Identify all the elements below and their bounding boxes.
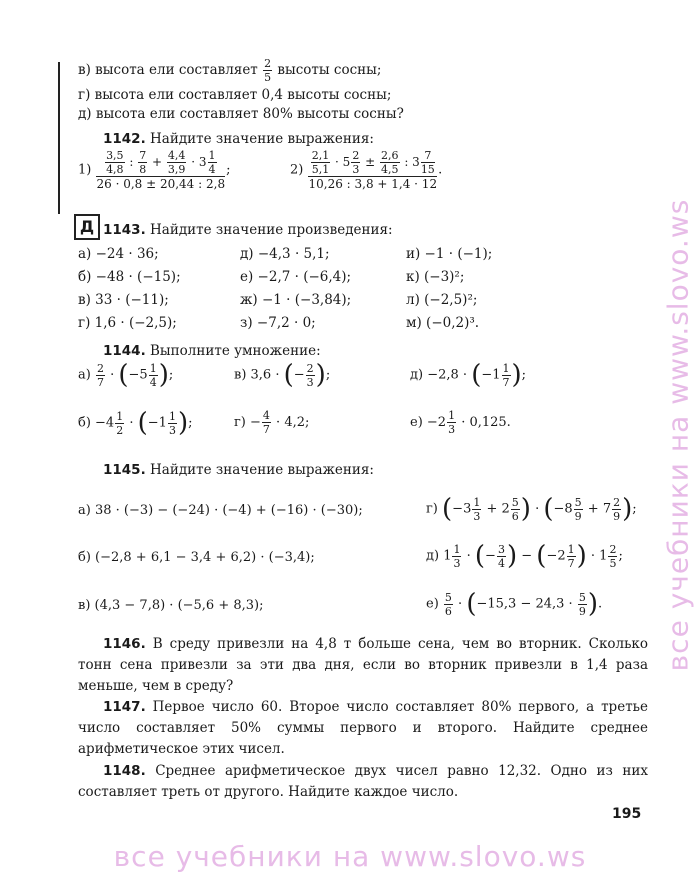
- item-1145-g: г) (−3 $\frac{1}{3}$ + 2 $\frac{5}{6}$ ) · (−8 $\frac{5}{9}$ + 7 $\frac{2}{9}$ );: [426, 494, 637, 524]
- item-1145-d: д) 1 $\frac{1}{3}$ · (− $\frac{3}{4}$ ) − (−2 $\frac{1}{7}$ ) · 1 $\frac{2}{5}$ ;: [426, 541, 623, 571]
- fraction-two-fifths: [263, 58, 272, 83]
- main-fraction-1: $\frac{3,5}{4,8}$ : $\frac{7}{8}$ + $\frac{4,4}{3,9}$ · 3 $\frac{1}{4}$ 26 · 0,8 ± 20,44 : 2,8: [96, 149, 226, 191]
- homework-d-icon: Д: [74, 214, 100, 240]
- item-1144-v: в) 3,6 · (− $\frac{2}{3}$ );: [234, 360, 331, 390]
- problem-number: 1142.: [103, 131, 146, 147]
- problem-1143-heading: [103, 222, 393, 238]
- line-v-tail: высоты сосны;: [277, 62, 382, 78]
- item-1143-i: и) −1 · (−1);: [406, 246, 493, 262]
- item-1145-a: а) 38 · (−3) − (−24) · (−4) + (−16) · (−30);: [78, 503, 363, 518]
- problem-1145-heading: [103, 462, 374, 478]
- watermark-side-text: все учебники на www.slovo.ws: [661, 198, 695, 672]
- problem-text: Первое число 60. Второе число составляет 80% первого, а третье число составляет 50% суммы первого и второго. Найдите среднее арифметическое этих чисел.: [78, 699, 648, 757]
- problem-number: 1145.: [103, 462, 146, 478]
- item-1143-b: б) −48 · (−15);: [78, 269, 181, 285]
- line-d: д) высота ели составляет 80% высоты сосны?: [78, 106, 404, 122]
- problem-title: Выполните умножение:: [150, 343, 321, 359]
- problem-1148: [78, 761, 648, 803]
- item-1143-v: в) 33 · (−11);: [78, 292, 169, 308]
- item-1143-zh: ж) −1 · (−3,84);: [240, 292, 352, 308]
- problem-text: Среднее арифметическое двух чисел равно 12,32. Одно из них составляет треть от другого. Найдите каждое число.: [78, 763, 648, 800]
- watermark-side: [648, 95, 700, 775]
- main-fraction-2: $\frac{2,1}{5,1}$ · 5 $\frac{2}{3}$ ± $\frac{2,6}{4,5}$ : 3 $\frac{7}{15}$ 10,26 : 3,8 + 1,4 · 12: [308, 149, 438, 191]
- problem-1142-heading: [103, 131, 374, 147]
- item-1144-e: е) −2 $\frac{1}{3}$ · 0,125.: [410, 409, 511, 436]
- problem-title: Найдите значение произведения:: [150, 222, 393, 238]
- item-1143-a: а) −24 · 36;: [78, 246, 159, 262]
- frac-den: 5: [264, 71, 272, 84]
- item-1145-v: в) (4,3 − 7,8) · (−5,6 + 8,3);: [78, 598, 264, 613]
- item-1143-l: л) (−2,5)²;: [406, 292, 478, 308]
- item-1144-b: б) −4 $\frac{1}{2}$ · (−1 $\frac{1}{3}$ );: [78, 408, 193, 438]
- problem-1144-heading: [103, 343, 321, 359]
- problem-number: 1146.: [103, 636, 146, 652]
- expr-1142-2: 2) $\frac{2,1}{5,1}$ · 5 $\frac{2}{3}$ ± $\frac{2,6}{4,5}$ : 3 $\frac{7}{15}$ 10,26 : 3,8 + 1,4 · 12 .: [290, 149, 443, 191]
- problem-text: В среду привезли на 4,8 т больше сена, чем во вторник. Сколько тонн сена привезли за эти два дня, если во вторник привезли в 1,4 раза меньше, чем в среду?: [78, 636, 649, 694]
- expr-1142-1: 1) $\frac{3,5}{4,8}$ : $\frac{7}{8}$ + $\frac{4,4}{3,9}$ · 3 $\frac{1}{4}$ 26 · 0,8 ± 20,44 : 2,8 ;: [78, 149, 231, 191]
- item-1144-a: а) $\frac{2}{7}$ · (−5 $\frac{1}{4}$ );: [78, 360, 174, 390]
- line-v: [78, 58, 381, 83]
- item-1143-z: з) −7,2 · 0;: [240, 315, 316, 331]
- item-1143-g: г) 1,6 · (−2,5);: [78, 315, 177, 331]
- problem-number: 1143.: [103, 222, 146, 238]
- line-v-text: в) высота ели составляет: [78, 62, 258, 78]
- line-g: г) высота ели составляет 0,4 высоты сосны;: [78, 87, 392, 103]
- problem-number: 1148.: [103, 763, 146, 779]
- margin-rule: [58, 62, 60, 214]
- item-1144-g: г) − $\frac{4}{7}$ · 4,2;: [234, 409, 310, 436]
- problem-title: Найдите значение выражения:: [150, 462, 374, 478]
- page-number: 195: [612, 806, 642, 822]
- item-1143-m: м) (−0,2)³.: [406, 315, 480, 331]
- item-1143-e: е) −2,7 · (−6,4);: [240, 269, 352, 285]
- item-1143-k: к) (−3)²;: [406, 269, 465, 285]
- frac-num: 2: [264, 57, 272, 70]
- problem-1146: [78, 634, 648, 697]
- problem-title: Найдите значение выражения:: [150, 131, 374, 147]
- problem-number: 1144.: [103, 343, 146, 359]
- problem-number: 1147.: [103, 699, 146, 715]
- item-1145-b: б) (−2,8 + 6,1 − 3,4 + 6,2) · (−3,4);: [78, 550, 315, 565]
- problem-1147: [78, 697, 648, 760]
- item-1143-d: д) −4,3 · 5,1;: [240, 246, 330, 262]
- item-1144-d: д) −2,8 · (−1 $\frac{1}{7}$ );: [410, 360, 527, 390]
- watermark-bottom: все учебники на www.slovo.ws: [113, 840, 587, 873]
- item-1145-e: е) $\frac{5}{6}$ · (−15,3 − 24,3 · $\frac{5}{9}$ ).: [426, 589, 603, 619]
